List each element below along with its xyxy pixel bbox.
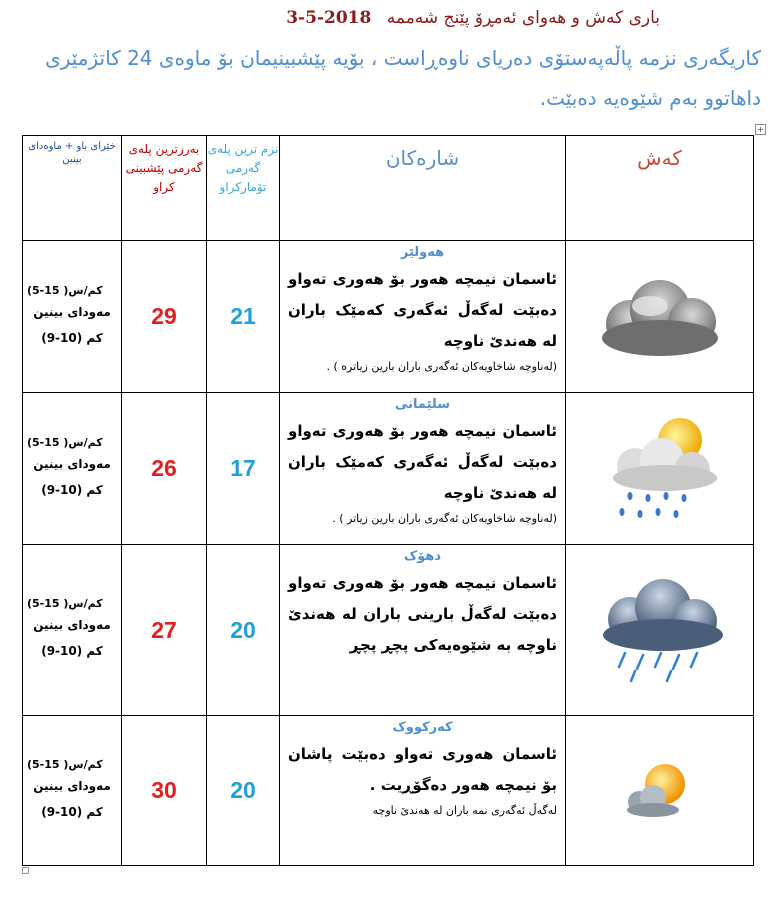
rain-cloud-icon [585,575,735,685]
city-description [280,393,566,545]
min-temp: 20 [207,716,280,866]
max-temp: 29 [122,241,207,393]
header-cities: شارەکان [280,136,566,241]
city-name: دهۆک [403,549,442,564]
wind-speed: (5-15 )کم/س [27,597,103,610]
table-header-row [23,136,754,241]
header-min-temp: نزم ترین پلەی گەرمی تۆمارکراو [207,136,280,241]
forecast-text: ئاسمان نیمچە هەور بۆ هەوری تەواو دەبێت لەگەڵ بارینی باران لە هەندێ ناوچە بە شێوەیەکی پچڕ پچڕ [288,574,557,654]
forecast-note: (لەناوچە شاخاویەکان ئەگەری باران بارین زیاتر ) . [332,512,557,525]
page-title [180,8,660,36]
table-row [23,716,754,866]
forecast-note: (لەناوچە شاخاویەکان ئەگەری باران بارین زیاترە ) . [326,360,557,373]
sun-rain-icon [590,414,730,524]
wind-speed: (5-15 )کم/س [27,757,103,771]
wind-cell [23,545,122,716]
max-temp: 27 [122,545,207,716]
header-max-temp: بەرزترین پلەی گەرمی پێشبینی کراو [122,136,207,241]
table-row [23,393,754,545]
intro-paragraph: كاریگەری نزمە پاڵەپەستۆی دەریای ناوەڕاست ، بۆیە پێشبینیمان بۆ ماوەی 24 كاتژمێری داهاتوو بەم شێوەیە دەبێت. [45,46,761,110]
min-temp: 20 [207,545,280,716]
weather-icon-cell [566,545,754,716]
header-weather: کەش [566,136,754,241]
city-description [280,716,566,866]
visibility-value: (9-10) کم [41,330,103,345]
wind-cell [23,241,122,393]
table-move-handle[interactable]: + [755,124,766,135]
min-temp: 21 [207,241,280,393]
table-row [23,241,754,393]
city-description [280,241,566,393]
end-marker [22,867,29,874]
weather-icon-cell [566,241,754,393]
header-wind: خێرای باو + ماوەدای بینین [23,136,122,241]
city-name: کەرکووک [392,720,453,735]
date-text: 2018-5-3 [286,8,372,28]
visibility-value: (9-10) کم [41,804,103,819]
sun-cloud-icon [615,756,705,826]
weather-icon-cell [566,393,754,545]
forecast-text: ئاسمان هەوری تەواو دەبێت پاشان بۆ نیمچە هەور دەگۆڕیت . [288,745,557,794]
weather-icon-cell [566,716,754,866]
city-description [280,545,566,716]
cloudy-icon [590,272,730,362]
forecast-text: ئاسمان نیمچە هەور بۆ هەوری تەواو دەبێت لەگەڵ ئەگەری کەمێک باران لە هەندێ ناوچە [288,270,557,350]
wind-cell [23,716,122,866]
wind-speed: (5-15 )کم/س [27,283,103,297]
max-temp: 26 [122,393,207,545]
max-temp: 30 [122,716,207,866]
visibility-value: (9-10) کم [41,482,103,497]
visibility-value: (9-10) کم [41,644,103,658]
wind-cell [23,393,122,545]
min-temp: 17 [207,393,280,545]
visibility-label: مەودای بینین [33,618,111,632]
city-name: هەولێر [400,245,445,260]
forecast-note: لەگەڵ ئەگەری نمە باران لە هەندێ ناوچە [372,804,557,817]
forecast-table [22,135,754,866]
visibility-label: مەودای بینین [33,456,111,471]
visibility-label: مەودای بینین [33,304,111,319]
table-row [23,545,754,716]
wind-speed: (5-15 )کم/س [27,435,103,449]
visibility-label: مەودای بینین [33,778,111,793]
title-text: باری کەش و هەوای ئەمڕۆ پێنج شەممە [386,8,660,28]
city-name: سلێمانی [394,397,451,412]
forecast-text: ئاسمان نیمچە هەور بۆ هەوری تەواو دەبێت لەگەڵ ئەگەری کەمێک باران لە هەندێ ناوچە [288,422,557,502]
